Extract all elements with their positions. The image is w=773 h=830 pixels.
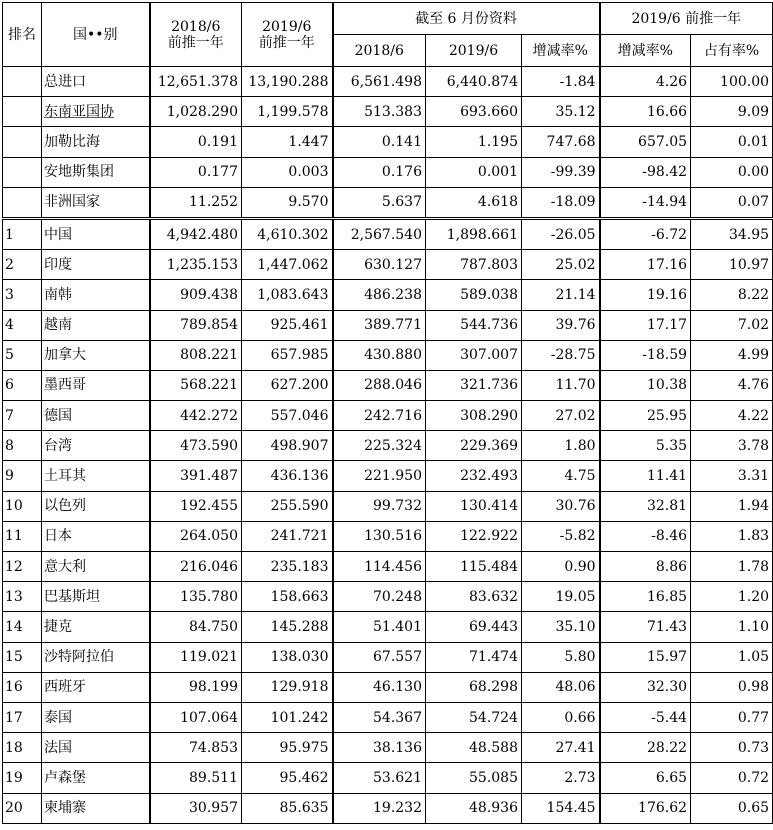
value-cell-share: 10.97 xyxy=(691,250,773,280)
table-row xyxy=(3,763,773,793)
table-row xyxy=(3,521,773,551)
country-name: 土耳其 xyxy=(44,468,86,485)
value-cell-j2018: 70.248 xyxy=(333,582,426,612)
rank-cell: 7 xyxy=(3,401,42,431)
table-row xyxy=(3,250,773,280)
value-cell-chg2: 17.17 xyxy=(600,310,691,340)
col-2018-full-header: 2018/6 前推一年 xyxy=(150,3,242,67)
value-cell-j2018: 46.130 xyxy=(333,672,426,702)
value-cell-share: 8.22 xyxy=(691,280,773,310)
country-cell xyxy=(42,218,150,249)
value-cell-v2018: 98.199 xyxy=(150,672,242,702)
value-cell-chg: 0.66 xyxy=(522,702,600,732)
june-change-header: 增减率% xyxy=(522,35,600,67)
value-cell-chg2: 16.66 xyxy=(600,97,691,127)
value-cell-v2019: 101.242 xyxy=(242,702,333,732)
value-cell-j2018: 630.127 xyxy=(333,250,426,280)
value-cell-v2019: 138.030 xyxy=(242,642,333,672)
value-cell-chg2: 8.86 xyxy=(600,552,691,582)
value-cell-share: 0.98 xyxy=(691,672,773,702)
value-cell-chg: 21.14 xyxy=(522,280,600,310)
value-cell-v2018: 909.438 xyxy=(150,280,242,310)
value-cell-j2019: 693.660 xyxy=(426,97,522,127)
value-cell-v2019: 9.570 xyxy=(242,187,333,218)
value-cell-chg: 0.90 xyxy=(522,552,600,582)
value-cell-v2018: 0.177 xyxy=(150,157,242,187)
value-cell-share: 0.01 xyxy=(691,127,773,157)
value-cell-chg: 5.80 xyxy=(522,642,600,672)
country-cell xyxy=(42,340,150,370)
country-cell xyxy=(42,612,150,642)
value-cell-j2018: 54.367 xyxy=(333,702,426,732)
country-cell xyxy=(42,250,150,280)
value-cell-chg: 4.75 xyxy=(522,461,600,491)
country-cell xyxy=(42,491,150,521)
june-2019-header: 2019/6 xyxy=(426,35,522,67)
value-cell-chg2: 11.41 xyxy=(600,461,691,491)
table-row xyxy=(3,793,773,823)
value-cell-v2018: 568.221 xyxy=(150,370,242,400)
value-cell-v2019: 1.447 xyxy=(242,127,333,157)
country-name: 以色列 xyxy=(44,498,86,515)
value-cell-share: 1.10 xyxy=(691,612,773,642)
value-cell-j2018: 513.383 xyxy=(333,97,426,127)
value-cell-chg: 19.05 xyxy=(522,582,600,612)
prev-year-group-header: 2019/6 前推一年 xyxy=(600,3,773,35)
value-cell-chg2: 176.62 xyxy=(600,793,691,823)
country-name: 意大利 xyxy=(44,558,86,575)
rank-cell: 10 xyxy=(3,491,42,521)
value-cell-j2019: 787.803 xyxy=(426,250,522,280)
value-cell-share: 1.83 xyxy=(691,521,773,551)
value-cell-v2019: 925.461 xyxy=(242,310,333,340)
rank-cell: 2 xyxy=(3,250,42,280)
country-cell xyxy=(42,127,150,157)
rank-cell: 8 xyxy=(3,431,42,461)
country-name: 印度 xyxy=(44,256,72,273)
value-cell-chg: -28.75 xyxy=(522,340,600,370)
table-row xyxy=(3,552,773,582)
country-cell xyxy=(42,552,150,582)
value-cell-share: 34.95 xyxy=(691,218,773,249)
value-cell-j2019: 544.736 xyxy=(426,310,522,340)
country-name: 越南 xyxy=(44,317,72,334)
rank-cell xyxy=(3,187,42,218)
value-cell-chg2: -14.94 xyxy=(600,187,691,218)
table-row xyxy=(3,401,773,431)
value-cell-v2018: 1,235.153 xyxy=(150,250,242,280)
table-row xyxy=(3,491,773,521)
value-cell-share: 4.99 xyxy=(691,340,773,370)
value-cell-j2019: 48.936 xyxy=(426,793,522,823)
country-name: 加勒比海 xyxy=(44,133,100,150)
country-name: 非洲国家 xyxy=(44,194,100,211)
value-cell-share: 4.76 xyxy=(691,370,773,400)
value-cell-j2018: 225.324 xyxy=(333,431,426,461)
country-name: 中国 xyxy=(44,226,72,243)
table-row xyxy=(3,218,773,249)
value-cell-chg: 27.41 xyxy=(522,733,600,763)
table-row xyxy=(3,340,773,370)
country-cell xyxy=(42,672,150,702)
value-cell-chg2: 4.26 xyxy=(600,67,691,97)
value-cell-chg2: 16.85 xyxy=(600,582,691,612)
value-cell-chg: 30.76 xyxy=(522,491,600,521)
value-cell-share: 1.94 xyxy=(691,491,773,521)
country-cell xyxy=(42,280,150,310)
value-cell-v2018: 84.750 xyxy=(150,612,242,642)
table-row xyxy=(3,97,773,127)
value-cell-v2019: 85.635 xyxy=(242,793,333,823)
value-cell-share: 0.73 xyxy=(691,733,773,763)
value-cell-v2018: 11.252 xyxy=(150,187,242,218)
value-cell-v2019: 1,199.578 xyxy=(242,97,333,127)
value-cell-v2019: 235.183 xyxy=(242,552,333,582)
value-cell-j2018: 99.732 xyxy=(333,491,426,521)
value-cell-j2018: 242.716 xyxy=(333,401,426,431)
value-cell-j2018: 0.176 xyxy=(333,157,426,187)
country-cell xyxy=(42,157,150,187)
value-cell-v2019: 129.918 xyxy=(242,672,333,702)
country-name: 沙特阿拉伯 xyxy=(44,649,114,666)
value-cell-j2019: 307.007 xyxy=(426,340,522,370)
value-cell-v2018: 192.455 xyxy=(150,491,242,521)
value-cell-chg2: 19.16 xyxy=(600,280,691,310)
value-cell-v2018: 12,651.378 xyxy=(150,67,242,97)
country-name: 巴基斯坦 xyxy=(44,588,100,605)
value-cell-j2019: 1.195 xyxy=(426,127,522,157)
country-name: 总进口 xyxy=(44,73,86,90)
value-cell-j2018: 2,567.540 xyxy=(333,218,426,249)
value-cell-share: 0.07 xyxy=(691,187,773,218)
value-cell-v2019: 145.288 xyxy=(242,612,333,642)
country-name: 加拿大 xyxy=(44,347,86,364)
value-cell-j2019: 48.588 xyxy=(426,733,522,763)
table-row xyxy=(3,67,773,97)
value-cell-chg2: -8.46 xyxy=(600,521,691,551)
value-cell-share: 3.31 xyxy=(691,461,773,491)
value-cell-chg: 27.02 xyxy=(522,401,600,431)
rank-cell xyxy=(3,97,42,127)
value-cell-v2019: 1,447.062 xyxy=(242,250,333,280)
rank-cell: 4 xyxy=(3,310,42,340)
value-cell-v2019: 4,610.302 xyxy=(242,218,333,249)
value-cell-j2019: 4.618 xyxy=(426,187,522,218)
table-row xyxy=(3,672,773,702)
country-name: 日本 xyxy=(44,528,72,545)
june-group-header: 截至 6 月份资料 xyxy=(333,3,600,35)
value-cell-chg: 39.76 xyxy=(522,310,600,340)
value-cell-chg2: -18.59 xyxy=(600,340,691,370)
rank-header: 排名 xyxy=(3,3,42,67)
value-cell-share: 1.05 xyxy=(691,642,773,672)
value-cell-v2018: 30.957 xyxy=(150,793,242,823)
country-cell xyxy=(42,733,150,763)
country-name: 台湾 xyxy=(44,437,72,454)
rank-cell: 6 xyxy=(3,370,42,400)
country-name: 卢森堡 xyxy=(44,769,86,786)
value-cell-chg2: 15.97 xyxy=(600,642,691,672)
value-cell-j2018: 53.621 xyxy=(333,763,426,793)
value-cell-share: 0.77 xyxy=(691,702,773,732)
value-cell-j2018: 430.880 xyxy=(333,340,426,370)
country-name: 西班牙 xyxy=(44,679,86,696)
value-cell-chg: 11.70 xyxy=(522,370,600,400)
value-cell-share: 9.09 xyxy=(691,97,773,127)
country-name: 安地斯集团 xyxy=(44,164,114,181)
value-cell-chg2: 17.16 xyxy=(600,250,691,280)
value-cell-v2019: 557.046 xyxy=(242,401,333,431)
value-cell-v2019: 627.200 xyxy=(242,370,333,400)
country-cell xyxy=(42,702,150,732)
country-cell xyxy=(42,521,150,551)
value-cell-chg2: 71.43 xyxy=(600,612,691,642)
country-cell xyxy=(42,763,150,793)
import-statistics-table xyxy=(2,2,773,824)
value-cell-v2018: 442.272 xyxy=(150,401,242,431)
value-cell-chg: 154.45 xyxy=(522,793,600,823)
value-cell-v2018: 216.046 xyxy=(150,552,242,582)
country-name: 墨西哥 xyxy=(44,377,86,394)
value-cell-v2018: 473.590 xyxy=(150,431,242,461)
value-cell-j2018: 288.046 xyxy=(333,370,426,400)
table-row xyxy=(3,280,773,310)
table-row xyxy=(3,702,773,732)
value-cell-share: 100.00 xyxy=(691,67,773,97)
rank-cell: 14 xyxy=(3,612,42,642)
value-cell-j2019: 321.736 xyxy=(426,370,522,400)
value-cell-j2019: 308.290 xyxy=(426,401,522,431)
value-cell-v2019: 241.721 xyxy=(242,521,333,551)
rank-cell: 12 xyxy=(3,552,42,582)
value-cell-j2018: 51.401 xyxy=(333,612,426,642)
country-cell xyxy=(42,187,150,218)
value-cell-v2019: 95.975 xyxy=(242,733,333,763)
table-row xyxy=(3,157,773,187)
value-cell-v2018: 0.191 xyxy=(150,127,242,157)
table-row xyxy=(3,612,773,642)
rank-cell: 17 xyxy=(3,702,42,732)
value-cell-v2018: 264.050 xyxy=(150,521,242,551)
value-cell-j2019: 55.085 xyxy=(426,763,522,793)
value-cell-j2019: 1,898.661 xyxy=(426,218,522,249)
value-cell-j2019: 68.298 xyxy=(426,672,522,702)
value-cell-j2018: 486.238 xyxy=(333,280,426,310)
value-cell-chg2: -98.42 xyxy=(600,157,691,187)
value-cell-chg2: 32.81 xyxy=(600,491,691,521)
value-cell-v2019: 436.136 xyxy=(242,461,333,491)
country-name: 泰国 xyxy=(44,709,72,726)
country-name: 柬埔寨 xyxy=(44,800,86,817)
value-cell-share: 0.00 xyxy=(691,157,773,187)
rank-cell: 5 xyxy=(3,340,42,370)
value-cell-j2019: 130.414 xyxy=(426,491,522,521)
country-name: 东南亚国协 xyxy=(44,103,114,120)
share-header: 占有率% xyxy=(691,35,773,67)
value-cell-v2019: 95.462 xyxy=(242,763,333,793)
value-cell-chg: -1.84 xyxy=(522,67,600,97)
value-cell-chg2: 10.38 xyxy=(600,370,691,400)
country-cell xyxy=(42,461,150,491)
rank-cell: 15 xyxy=(3,642,42,672)
value-cell-chg2: 28.22 xyxy=(600,733,691,763)
value-cell-v2018: 808.221 xyxy=(150,340,242,370)
col-2019-full-header: 2019/6 前推一年 xyxy=(242,3,333,67)
country-name: 法国 xyxy=(44,739,72,756)
table-row xyxy=(3,733,773,763)
value-cell-chg2: -5.44 xyxy=(600,702,691,732)
value-cell-j2018: 130.516 xyxy=(333,521,426,551)
value-cell-j2019: 6,440.874 xyxy=(426,67,522,97)
rank-cell: 13 xyxy=(3,582,42,612)
rank-cell: 11 xyxy=(3,521,42,551)
country-cell xyxy=(42,401,150,431)
table-row xyxy=(3,582,773,612)
country-header: 国••别 xyxy=(42,3,150,67)
value-cell-chg: 25.02 xyxy=(522,250,600,280)
rank-cell: 18 xyxy=(3,733,42,763)
value-cell-chg: -99.39 xyxy=(522,157,600,187)
value-cell-v2018: 107.064 xyxy=(150,702,242,732)
value-cell-v2018: 119.021 xyxy=(150,642,242,672)
value-cell-j2018: 6,561.498 xyxy=(333,67,426,97)
table-row xyxy=(3,310,773,340)
prev-change-header: 增减率% xyxy=(600,35,691,67)
table-row xyxy=(3,461,773,491)
value-cell-share: 1.20 xyxy=(691,582,773,612)
value-cell-chg: 747.68 xyxy=(522,127,600,157)
value-cell-j2019: 229.369 xyxy=(426,431,522,461)
value-cell-v2019: 657.985 xyxy=(242,340,333,370)
value-cell-share: 1.78 xyxy=(691,552,773,582)
value-cell-v2019: 0.003 xyxy=(242,157,333,187)
value-cell-j2018: 38.136 xyxy=(333,733,426,763)
table-row xyxy=(3,370,773,400)
value-cell-chg: -26.05 xyxy=(522,218,600,249)
value-cell-j2019: 232.493 xyxy=(426,461,522,491)
value-cell-share: 4.22 xyxy=(691,401,773,431)
country-cell xyxy=(42,431,150,461)
value-cell-j2019: 69.443 xyxy=(426,612,522,642)
country-cell xyxy=(42,642,150,672)
country-name: 南韩 xyxy=(44,286,72,303)
value-cell-v2019: 498.907 xyxy=(242,431,333,461)
rank-cell: 3 xyxy=(3,280,42,310)
value-cell-j2018: 0.141 xyxy=(333,127,426,157)
value-cell-chg: 48.06 xyxy=(522,672,600,702)
value-cell-chg2: 32.30 xyxy=(600,672,691,702)
value-cell-share: 0.65 xyxy=(691,793,773,823)
rank-cell: 9 xyxy=(3,461,42,491)
value-cell-chg: 1.80 xyxy=(522,431,600,461)
value-cell-j2019: 54.724 xyxy=(426,702,522,732)
country-cell xyxy=(42,67,150,97)
value-cell-v2019: 255.590 xyxy=(242,491,333,521)
value-cell-v2018: 74.853 xyxy=(150,733,242,763)
value-cell-chg2: -6.72 xyxy=(600,218,691,249)
value-cell-share: 7.02 xyxy=(691,310,773,340)
rank-cell xyxy=(3,127,42,157)
value-cell-chg: -5.82 xyxy=(522,521,600,551)
table-row xyxy=(3,431,773,461)
value-cell-v2019: 1,083.643 xyxy=(242,280,333,310)
value-cell-j2019: 115.484 xyxy=(426,552,522,582)
value-cell-v2018: 4,942.480 xyxy=(150,218,242,249)
value-cell-j2019: 83.632 xyxy=(426,582,522,612)
value-cell-share: 3.78 xyxy=(691,431,773,461)
rank-cell: 1 xyxy=(3,218,42,249)
value-cell-v2018: 391.487 xyxy=(150,461,242,491)
value-cell-v2018: 789.854 xyxy=(150,310,242,340)
value-cell-j2018: 19.232 xyxy=(333,793,426,823)
rank-cell: 19 xyxy=(3,763,42,793)
value-cell-v2018: 89.511 xyxy=(150,763,242,793)
country-cell xyxy=(42,97,150,127)
value-cell-share: 0.72 xyxy=(691,763,773,793)
value-cell-j2018: 221.950 xyxy=(333,461,426,491)
value-cell-j2018: 67.557 xyxy=(333,642,426,672)
value-cell-v2018: 1,028.290 xyxy=(150,97,242,127)
rank-cell: 20 xyxy=(3,793,42,823)
rank-cell: 16 xyxy=(3,672,42,702)
value-cell-j2019: 122.922 xyxy=(426,521,522,551)
country-cell xyxy=(42,582,150,612)
value-cell-v2018: 135.780 xyxy=(150,582,242,612)
country-name: 德国 xyxy=(44,407,72,424)
value-cell-j2018: 5.637 xyxy=(333,187,426,218)
value-cell-j2019: 589.038 xyxy=(426,280,522,310)
value-cell-v2019: 13,190.288 xyxy=(242,67,333,97)
country-cell xyxy=(42,370,150,400)
value-cell-chg: -18.09 xyxy=(522,187,600,218)
value-cell-j2018: 389.771 xyxy=(333,310,426,340)
value-cell-chg2: 5.35 xyxy=(600,431,691,461)
value-cell-chg2: 25.95 xyxy=(600,401,691,431)
country-cell xyxy=(42,793,150,823)
value-cell-v2019: 158.663 xyxy=(242,582,333,612)
rank-cell xyxy=(3,157,42,187)
table-row xyxy=(3,642,773,672)
value-cell-chg: 35.12 xyxy=(522,97,600,127)
value-cell-chg2: 657.05 xyxy=(600,127,691,157)
rank-cell xyxy=(3,67,42,97)
value-cell-chg2: 6.65 xyxy=(600,763,691,793)
country-cell xyxy=(42,310,150,340)
value-cell-j2019: 0.001 xyxy=(426,157,522,187)
value-cell-j2018: 114.456 xyxy=(333,552,426,582)
table-row xyxy=(3,187,773,218)
table-row xyxy=(3,127,773,157)
country-name: 捷克 xyxy=(44,618,72,635)
value-cell-chg: 35.10 xyxy=(522,612,600,642)
june-2018-header: 2018/6 xyxy=(333,35,426,67)
value-cell-chg: 2.73 xyxy=(522,763,600,793)
value-cell-j2019: 71.474 xyxy=(426,642,522,672)
